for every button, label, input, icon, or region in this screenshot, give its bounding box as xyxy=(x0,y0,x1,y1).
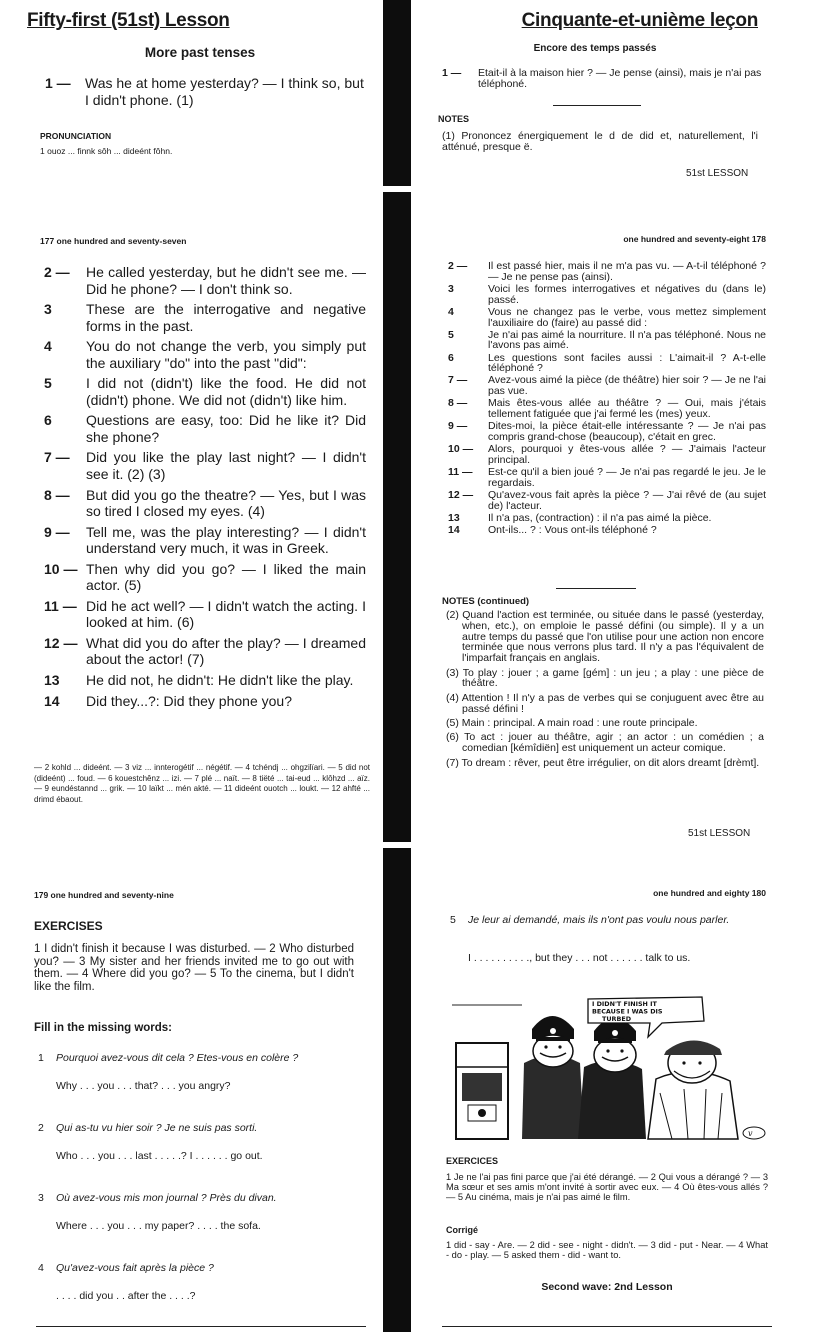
line-text: Ont-ils... ? : Vous ont-ils téléphoné ? xyxy=(488,523,657,536)
line-text: Il n'a pas, (contraction) : il n'a pas aimé la pièce. xyxy=(488,511,712,524)
lesson-label: 51st LESSON xyxy=(688,828,751,839)
line-text: What did you do after the play? — I dreamed about the actor! (7) xyxy=(86,634,366,668)
fr-dialogue-line xyxy=(448,467,766,489)
notes-heading: NOTES xyxy=(438,114,470,124)
binding-divider xyxy=(383,0,411,1332)
line-number: 3 xyxy=(38,1192,44,1204)
french-dialogue xyxy=(448,261,766,537)
fill-in-item xyxy=(38,1122,358,1164)
svg-text:v: v xyxy=(748,1129,753,1138)
separator xyxy=(553,105,641,106)
fr-dialogue-line xyxy=(448,375,766,397)
bottom-rule-right xyxy=(442,1326,772,1327)
en-dialogue-line xyxy=(44,672,366,689)
lesson-label: 51st LESSON xyxy=(686,168,749,179)
en-dialogue-line xyxy=(44,635,366,668)
en-dialogue-line xyxy=(44,375,366,408)
line-number: 6 xyxy=(44,412,52,429)
fill-in-item xyxy=(38,1052,358,1094)
line-number: 12 — xyxy=(448,488,474,501)
lesson-title-en: Fifty-first (51st) Lesson xyxy=(27,10,230,31)
pronunciation-text: — 2 kohld ... dideént. — 3 viz ... innterogétif ... négétif. — 4 tchéndj ... ohgzilïari. — 5 did not (dideént) ... foud. — 6 kouestchênz ... izi. — 7 plé ... naït. — 8 tiëté ... tai-eud ... klôhzd ... aïz. — 9 eundéstannd ... grik. — 10 laïkt ... mén akté. — 11 dideént ouotch ... loukt. — 12 ahfté ... drimd ébaout. xyxy=(34,763,370,804)
line-number: 5 xyxy=(450,914,456,926)
speech-bubble-text: I DIDN'T FINISH IT BECAUSE I WAS DIS TURBED xyxy=(592,1000,663,1023)
lesson-subtitle-fr: Encore des temps passés xyxy=(533,43,657,54)
exercise-answer: Where . . . you . . . my paper? . . . . the sofa. xyxy=(56,1220,261,1232)
exercices-heading: EXERCICES xyxy=(446,1156,499,1166)
line-number: 8 — xyxy=(44,486,70,503)
line-text: These are the interrogative and negative forms in the past. xyxy=(86,301,366,334)
line-number: 1 xyxy=(38,1052,44,1064)
exercise-prompt: Pourquoi avez-vous dit cela ? Etes-vous en colère ? xyxy=(56,1052,299,1064)
line-number: 13 xyxy=(448,511,460,524)
exercise-answer: Why . . . you . . . that? . . . you angry? xyxy=(56,1080,231,1092)
line-number: 9 — xyxy=(44,523,70,540)
line-text: He did not, he didn't: He didn't like the play. xyxy=(86,672,354,689)
fr-dialogue-line xyxy=(448,398,766,420)
en-dialogue-line xyxy=(44,487,366,520)
exercise-prompt: Je leur ai demandé, mais ils n'ont pas voulu nous parler. xyxy=(468,914,730,926)
line-text: Je n'ai pas aimé la nourriture. Il n'a pas téléphoné. Nous ne l'avons pas aimé. xyxy=(488,328,766,352)
corrige-text: 1 did - say - Are. — 2 did - see - night - didn't. — 3 did - put - Near. — 4 What - do - play. — 5 asked them - did - want to. xyxy=(446,1240,768,1260)
exercise-prompt: Qui as-tu vu hier soir ? Je ne suis pas sorti. xyxy=(56,1122,258,1134)
en-dialogue-line xyxy=(44,412,366,445)
lesson-subtitle-en: More past tenses xyxy=(144,45,256,60)
line-number: 4 xyxy=(44,338,52,355)
line-text: Then why did you go? — I liked the main actor. (5) xyxy=(86,560,366,594)
fr-line-1 xyxy=(442,68,762,90)
line-text: I did not (didn't) like the food. He did not (didn't) phone. We did not (didn't) like him. xyxy=(86,375,366,408)
en-dialogue-line xyxy=(44,561,366,594)
fill-in-list xyxy=(38,1052,358,1332)
en-line-1 xyxy=(45,75,365,108)
line-text: Did you like the play last night? — I didn't see it. (2) (3) xyxy=(86,449,366,482)
line-text: But did you go the theatre? — Yes, but I was so tired I closed my eyes. (4) xyxy=(86,486,366,520)
line-number: 12 — xyxy=(44,634,78,651)
en-dialogue-line xyxy=(44,693,366,710)
exercise-prompt: Qu'avez-vous fait après la pièce ? xyxy=(56,1262,214,1274)
line-number: 14 xyxy=(448,523,460,536)
line-number: 11 — xyxy=(448,466,473,479)
note-item: (4) Attention ! Il n'y a pas de verbes qui se conjuguent avec être au passé défini ! xyxy=(446,691,764,715)
fr-dialogue-line xyxy=(448,330,766,352)
exercise-answer: I . . . . . . . . . ., but they . . . not . . . . . . talk to us. xyxy=(468,952,691,964)
line-number: 10 — xyxy=(44,560,78,577)
fr-dialogue-line xyxy=(448,525,766,536)
second-wave-label: Second wave: 2nd Lesson xyxy=(541,1281,673,1293)
line-text: Vous ne changez pas le verbe, vous mettez simplement l'auxiliaire do (faire) au passé did : xyxy=(488,305,766,329)
line-number: 14 xyxy=(44,692,60,709)
note-item: (7) To dream : rêver, peut être irrégulier, on dit alors dreamt [drèmt]. xyxy=(446,756,760,769)
en-dialogue-line xyxy=(44,301,366,334)
line-text: Did they...?: Did they phone you? xyxy=(86,692,292,709)
line-text: Etait-il à la maison hier ? — Je pense (ainsi), mais je n'ai pas téléphoné. xyxy=(478,67,762,90)
en-dialogue-line xyxy=(44,338,366,371)
line-number: 7 — xyxy=(44,449,70,466)
pronunciation-heading: PRONUNCIATION xyxy=(40,131,112,141)
en-dialogue-line xyxy=(44,264,366,297)
en-dialogue-line xyxy=(44,449,366,482)
line-text: Questions are easy, too: Did he like it? Did she phone? xyxy=(86,412,366,445)
note-1: (1) Prononcez énergiquement le d de did et, naturellement, l'i atténué, presque ë. xyxy=(442,130,758,153)
line-text: Dites-moi, la pièce était-elle intéressante ? — Je n'ai pas compris grand-chose (beaucoup), c'était en grec. xyxy=(488,420,766,444)
line-number: 13 xyxy=(44,672,60,689)
line-number: 5 xyxy=(448,328,454,341)
pronunciation-text: 1 ouoz ... finnk sôh ... dideént fôhn. xyxy=(40,146,173,156)
exercise-answer: . . . . did you . . after the . . . .? xyxy=(56,1290,196,1302)
page-number-right: one hundred and eighty 180 xyxy=(653,888,766,898)
line-text: He called yesterday, but he didn't see me. — Did he phone? — I don't think so. xyxy=(86,264,366,297)
en-dialogue-line xyxy=(44,598,366,631)
line-number: 5 xyxy=(44,375,52,392)
fr-dialogue-line xyxy=(448,421,766,443)
line-number: 4 xyxy=(38,1262,44,1274)
fr-dialogue-line xyxy=(448,353,766,375)
note-item: (5) Main : principal. A main road : une route principale. xyxy=(446,716,698,729)
lesson-title-fr: Cinquante-et-unième leçon xyxy=(521,10,758,31)
line-number: 3 xyxy=(448,282,454,295)
line-text: Alors, pourquoi y êtes-vous allée ? — J'aimais l'acteur principal. xyxy=(488,443,766,466)
cartoon-illustration xyxy=(452,993,770,1145)
line-number: 1 — xyxy=(442,67,462,79)
line-text: Mais êtes-vous allée au théâtre ? — Oui, mais j'étais tellement fatiguée que j'ai fermé les (mes) yeux. xyxy=(488,397,766,421)
line-number: 2 — xyxy=(448,260,468,272)
exercises-heading: EXERCISES xyxy=(34,919,103,933)
note-item: (6) To act : jouer au théâtre, agir ; an actor : un comédien ; a comedian [kémîdiën] est uniquement un acteur comique. xyxy=(446,731,764,755)
bottom-rule-left xyxy=(36,1326,366,1327)
notes-heading: NOTES (continued) xyxy=(442,596,530,607)
page-number-left: 177 one hundred and seventy-seven xyxy=(40,236,187,246)
notes-list xyxy=(446,610,764,772)
fill-in-item xyxy=(38,1192,358,1234)
line-text: Voici les formes interrogatives et négatives du (dans le) passé. xyxy=(488,282,766,306)
line-text: Les questions sont faciles aussi : L'aimait-il ? A-t-elle téléphoné ? xyxy=(488,351,766,375)
fr-dialogue-line xyxy=(448,261,766,283)
line-number: 1 — xyxy=(45,75,71,91)
line-text: Qu'avez-vous fait après la pièce ? — J'ai rêvé de (au sujet de) l'acteur. xyxy=(488,488,766,512)
fr-exercise-5 xyxy=(450,914,772,926)
exercises-text: 1 I didn't finish it because I was disturbed. — 2 Who disturbed you? — 3 My sister and her friends invited me to go out with them. — 4 Where did you go? — 5 To the cinema, but I didn't like the film. xyxy=(34,943,354,993)
line-number: 3 xyxy=(44,301,52,318)
line-text: Was he at home yesterday? — I think so, but I didn't phone. (1) xyxy=(85,75,364,108)
en-dialogue-line xyxy=(44,524,366,557)
line-number: 2 — xyxy=(44,264,70,280)
line-number: 11 — xyxy=(44,597,77,614)
line-number: 7 — xyxy=(448,374,468,387)
fr-dialogue-line xyxy=(448,513,766,524)
english-dialogue xyxy=(44,264,366,713)
line-text: Tell me, was the play interesting? — I didn't understand very much, it was in Greek. xyxy=(86,523,366,557)
fr-dialogue-line xyxy=(448,490,766,512)
line-number: 9 — xyxy=(448,420,468,433)
fill-heading: Fill in the missing words: xyxy=(34,1022,173,1034)
exercices-text: 1 Je ne l'ai pas fini parce que j'ai été dérangé. — 2 Qui vous a dérangé ? — 3 Ma sœur et ses amis m'ont invité à sortir avec eux. — 4 Où êtes-vous allés ? — 5 Au cinéma, mais je n'ai pas aimé le film. xyxy=(446,1172,768,1202)
fill-in-item xyxy=(38,1262,358,1304)
exercise-answer: Who . . . you . . . last . . . . .? I . . . . . . go out. xyxy=(56,1150,263,1162)
line-number: 6 xyxy=(448,351,454,364)
page-number-right: one hundred and seventy-eight 178 xyxy=(623,234,766,244)
line-number: 2 xyxy=(38,1122,44,1134)
line-text: You do not change the verb, you simply put the auxiliary "do" into the past "did": xyxy=(86,338,366,371)
line-text: Est-ce qu'il a bien joué ? — Je n'ai pas regardé le jeu. Je le regardais. xyxy=(488,466,766,489)
note-item: (3) To play : jouer ; a game [gém] : un jeu ; a play : une pièce de théâtre. xyxy=(446,666,764,690)
corrige-heading: Corrigé xyxy=(446,1225,479,1235)
line-text: Il est passé hier, mais il ne m'a pas vu. — A-t-il téléphoné ? — Je ne pense pas (ainsi). xyxy=(488,260,766,283)
line-text: Avez-vous aimé la pièce (de théâtre) hier soir ? — Je ne l'ai pas vue. xyxy=(488,374,766,398)
exercise-prompt: Où avez-vous mis mon journal ? Près du divan. xyxy=(56,1192,277,1204)
line-number: 8 — xyxy=(448,397,468,410)
fr-dialogue-line xyxy=(448,284,766,306)
note-item: (2) Quand l'action est terminée, ou située dans le passé (yesterday, when, etc.), on emploie le passé défini (ou simple). Il y a un autre temps du passé que l'on utilise pour une action non encore terminée que nous verrons plus tard. Il n'y a pas l'équivalent de l'imparfait français en anglais. xyxy=(446,609,764,665)
separator xyxy=(556,588,636,589)
fr-dialogue-line xyxy=(448,444,766,466)
line-number: 10 — xyxy=(448,443,474,456)
page-number-left: 179 one hundred and seventy-nine xyxy=(34,890,174,900)
line-text: Did he act well? — I didn't watch the acting. I looked at him. (6) xyxy=(86,597,366,631)
fr-dialogue-line xyxy=(448,307,766,329)
line-number: 4 xyxy=(448,305,454,318)
